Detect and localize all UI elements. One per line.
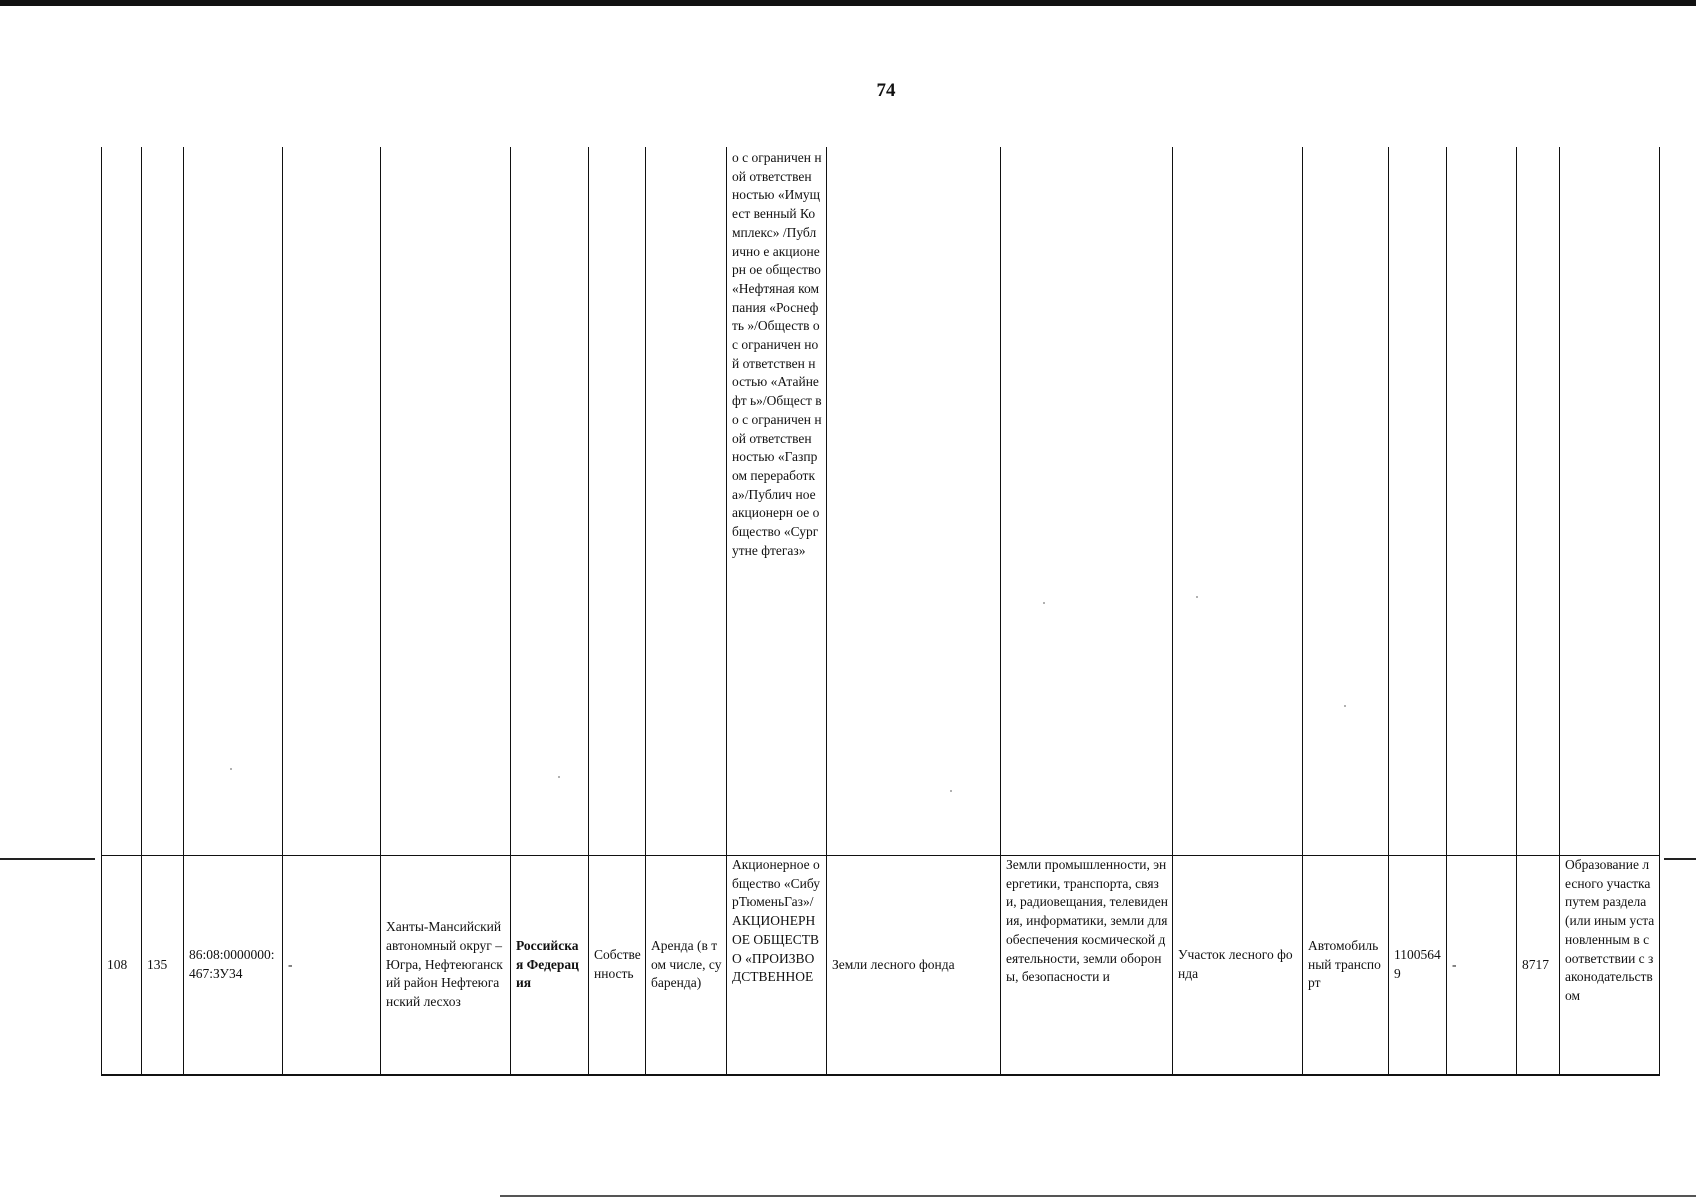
continuation-row	[102, 147, 1660, 856]
cont-cell	[646, 147, 727, 856]
cell-index: 135	[142, 856, 184, 1076]
cont-cell	[142, 147, 184, 856]
cont-cell	[1560, 147, 1660, 856]
land-register-table	[101, 147, 1660, 1076]
scan-speck	[1344, 705, 1346, 707]
cell-cadastral-number: 86:08:0000000:467:ЗУ34	[184, 856, 283, 1076]
scan-top-border	[0, 0, 1696, 6]
table-row	[102, 856, 1660, 1076]
cont-cell	[1517, 147, 1560, 856]
cont-cell	[184, 147, 283, 856]
cell-purpose: Автомобильный транспорт	[1303, 856, 1389, 1076]
cell-right-type: Собственность	[589, 856, 646, 1076]
cont-cell	[1001, 147, 1173, 856]
cell-location: Ханты-Мансийский автономный округ – Югра, Нефтеюганский район Нефтеюганский лесхоз	[381, 856, 511, 1076]
page-number: 74	[876, 80, 896, 101]
cell-note: Образование лесного участка путем раздела (или иным установленным в соответствии с законодательством	[1560, 856, 1660, 1076]
cont-cell	[1173, 147, 1303, 856]
cell-area: 11005649	[1389, 856, 1447, 1076]
cont-holder-cell: о с ограничен ной ответствен ностью «Имущест венный Комплекс» /Публично е акционерн ое общество «Нефтяная компания «Роснефть »/Обществ о с ограничен ной ответствен ностью «Атайнефт ь»/Общест во с ограничен ной ответствен ностью «Газпром переработк а»/Публич ное акционерн ое общество «Сургутне фтегаз»	[727, 147, 827, 856]
cont-cell	[827, 147, 1001, 856]
scan-speck	[1196, 596, 1198, 598]
scan-artifact-line	[0, 858, 95, 860]
cont-cell	[102, 147, 142, 856]
cont-cell	[589, 147, 646, 856]
cell-object-type: Участок лесного фонда	[1173, 856, 1303, 1076]
cell-col-4: -	[283, 856, 381, 1076]
cont-cell	[381, 147, 511, 856]
scan-artifact-line	[1664, 858, 1696, 860]
cell-number: 108	[102, 856, 142, 1076]
cont-cell	[1303, 147, 1389, 856]
cont-cell	[283, 147, 381, 856]
scan-speck	[950, 790, 952, 792]
cell-land-category: Земли лесного фонда	[827, 856, 1001, 1076]
cell-encumbrance: Аренда (в том числе, субаренда)	[646, 856, 727, 1076]
scan-speck	[558, 776, 560, 778]
cell-holder: Акционерное общество «СибурТюменьГаз»/ АКЦИОНЕРНОЕ ОБЩЕСТВО «ПРОИЗВОДСТВЕННОЕ	[727, 856, 827, 1076]
cell-col-16: 8717	[1517, 856, 1560, 1076]
cell-permitted-use: Земли промышленности, энергетики, транспорта, связи, радиовещания, телевидения, информатики, земли для обеспечения космической деятельности, земли обороны, безопасности и	[1001, 856, 1173, 1076]
cont-cell	[1389, 147, 1447, 856]
cell-col-15: -	[1447, 856, 1517, 1076]
scan-bottom-border	[500, 1195, 1696, 1197]
cont-cell	[511, 147, 589, 856]
cell-owner: Российская Федерация	[511, 856, 589, 1076]
cont-cell	[1447, 147, 1517, 856]
scan-speck	[230, 768, 232, 770]
scan-speck	[1043, 602, 1045, 604]
